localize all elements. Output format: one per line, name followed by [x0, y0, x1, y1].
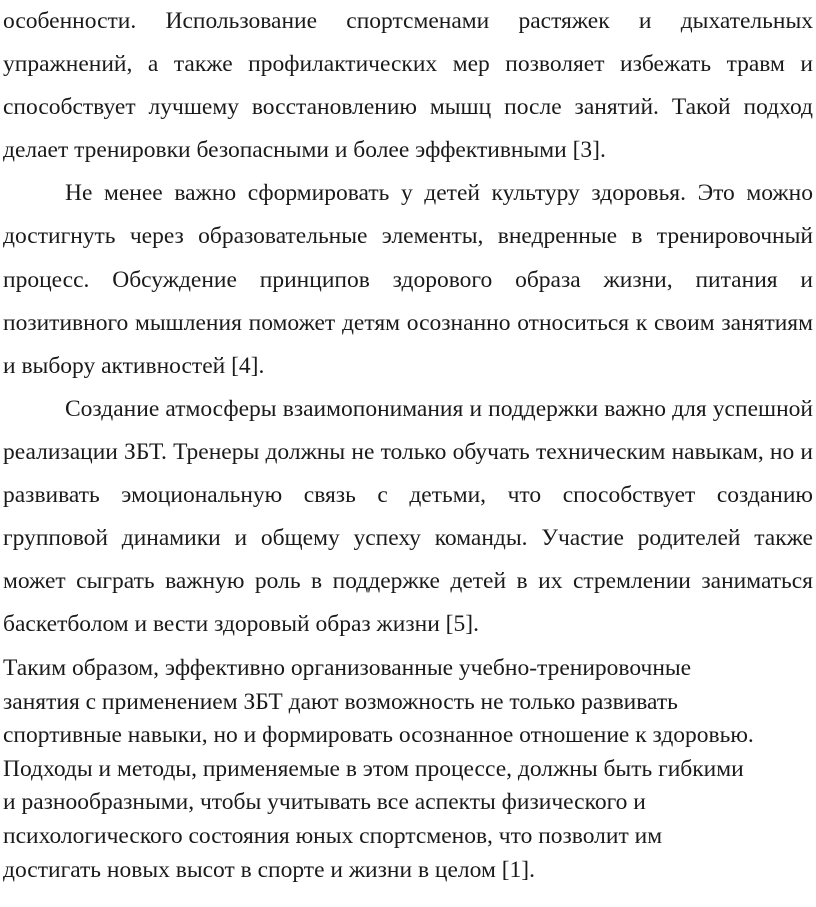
- conclusion-line: психологического состояния юных спортсменов, что позволит им: [3, 822, 663, 849]
- paragraph-continuation: особенности. Использование спортсменами растяжек и дыхательных упражнений, а также профилактических мер позволяет избежать травм и способствует лучшему восстановлению мышц после занятий. Такой подход делает тренировки безопасными и более эффективными [3].: [3, 8, 813, 164]
- conclusion-line: и разнообразными, чтобы учитывать все аспекты физического и: [3, 789, 646, 816]
- conclusion-line: Таким образом, эффективно организованные учебно-тренировочные: [3, 655, 692, 681]
- conclusion-line: достигать новых высот в спорте и жизни в целом [1].: [3, 856, 535, 883]
- body-text-spaced: [3, 0, 813, 646]
- conclusion-line: Подходы и методы, применяемые в этом процессе, должны быть гибкими: [3, 755, 744, 782]
- paragraph-health-culture: Не менее важно сформировать у детей культуру здоровья. Это можно достигнуть через образовательные элементы, внедренные в тренировочный процесс. Обсуждение принципов здорового образа жизни, питания и позитивного мышления поможет детям осознанно относиться к своим занятиям и выбору активностей [4].: [3, 180, 813, 379]
- conclusion-line: занятия с применением ЗБТ дают возможность не только развивать: [3, 688, 678, 715]
- conclusion-line: спортивные навыки, но и формировать осознанное отношение к здоровью.: [3, 722, 754, 749]
- paragraph-mutual-understanding: Создание атмосферы взаимопонимания и поддержки важно для успешной реализации ЗБТ. Тренеры должны не только обучать техническим навыкам, но и развивать эмоциональную связь с детьми, что способствует созданию групповой динамики и общему успеху команды. Участие родителей также может сыграть важную роль в поддержке детей в их стремлении заниматься баскетболом и вести здоровый образ жизни [5].: [3, 395, 813, 638]
- conclusion-text: [3, 652, 815, 887]
